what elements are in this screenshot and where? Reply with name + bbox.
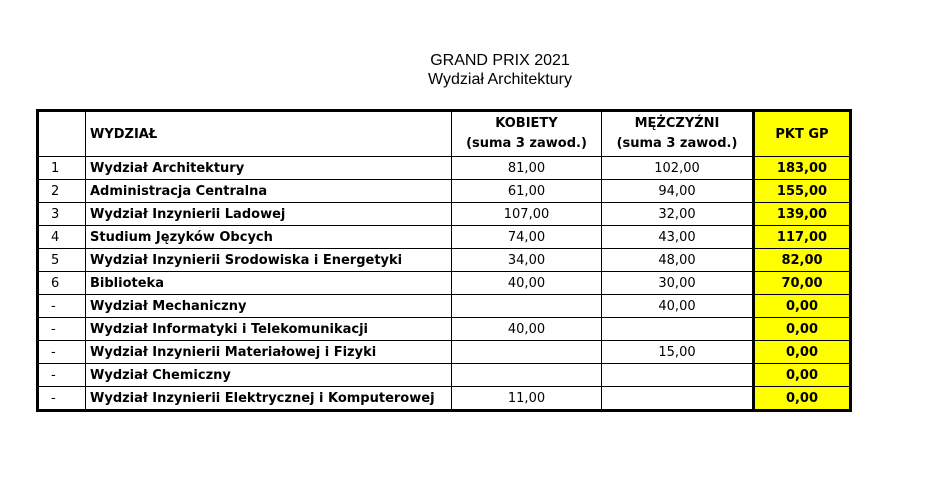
- cell-place: -: [38, 341, 86, 364]
- cell-faculty: Wydział Informatyki i Telekomunikacji: [86, 318, 452, 341]
- header-faculty: WYDZIAŁ: [86, 111, 452, 157]
- cell-women: 34,00: [452, 249, 602, 272]
- cell-place: 1: [38, 157, 86, 180]
- cell-faculty: Wydział Inzynierii Materiałowej i Fizyki: [86, 341, 452, 364]
- cell-men: 43,00: [602, 226, 754, 249]
- header-points: PKT GP: [754, 111, 851, 157]
- header-place: [38, 111, 86, 157]
- table-row: [38, 180, 851, 203]
- cell-place: 3: [38, 203, 86, 226]
- cell-place: -: [38, 387, 86, 411]
- cell-women: 74,00: [452, 226, 602, 249]
- table-row: [38, 203, 851, 226]
- header-men: [602, 111, 754, 157]
- cell-men: 48,00: [602, 249, 754, 272]
- table-row: [38, 157, 851, 180]
- cell-men: 102,00: [602, 157, 754, 180]
- cell-men: [602, 387, 754, 411]
- header-women-title: KOBIETY: [495, 116, 558, 131]
- cell-points: 82,00: [754, 249, 851, 272]
- cell-points: 70,00: [754, 272, 851, 295]
- header-women-subtitle: (suma 3 zawod.): [466, 136, 587, 151]
- cell-points: 117,00: [754, 226, 851, 249]
- header-women: [452, 111, 602, 157]
- cell-place: 4: [38, 226, 86, 249]
- cell-women: [452, 295, 602, 318]
- table-row: [38, 295, 851, 318]
- cell-men: [602, 318, 754, 341]
- cell-women: [452, 341, 602, 364]
- table-row: [38, 318, 851, 341]
- cell-place: -: [38, 318, 86, 341]
- cell-points: 0,00: [754, 364, 851, 387]
- cell-women: 40,00: [452, 318, 602, 341]
- table-row: [38, 272, 851, 295]
- cell-faculty: Wydział Inzynierii Srodowiska i Energetyki: [86, 249, 452, 272]
- cell-points: 139,00: [754, 203, 851, 226]
- cell-men: 30,00: [602, 272, 754, 295]
- header-men-subtitle: (suma 3 zawod.): [616, 136, 738, 151]
- table-row: [38, 364, 851, 387]
- cell-place: -: [38, 295, 86, 318]
- cell-faculty: Wydział Inzynierii Ladowej: [86, 203, 452, 226]
- header-men-title: MĘŻCZYŹNI: [634, 116, 720, 131]
- cell-women: 107,00: [452, 203, 602, 226]
- cell-place: 6: [38, 272, 86, 295]
- cell-women: 40,00: [452, 272, 602, 295]
- cell-points: 155,00: [754, 180, 851, 203]
- cell-women: 61,00: [452, 180, 602, 203]
- cell-points: 0,00: [754, 387, 851, 411]
- table-row: [38, 341, 851, 364]
- table-header-row: [38, 111, 851, 157]
- table-row: [38, 226, 851, 249]
- table-row: [38, 387, 851, 411]
- page-title: GRAND PRIX 2021: [430, 52, 570, 69]
- page-subtitle: Wydział Architektury: [428, 71, 572, 88]
- cell-points: 0,00: [754, 295, 851, 318]
- cell-men: 15,00: [602, 341, 754, 364]
- cell-men: 40,00: [602, 295, 754, 318]
- cell-faculty: Wydział Architektury: [86, 157, 452, 180]
- cell-points: 0,00: [754, 318, 851, 341]
- cell-men: 32,00: [602, 203, 754, 226]
- cell-place: 2: [38, 180, 86, 203]
- cell-women: [452, 364, 602, 387]
- cell-faculty: Wydział Chemiczny: [86, 364, 452, 387]
- cell-men: 94,00: [602, 180, 754, 203]
- cell-faculty: Biblioteka: [86, 272, 452, 295]
- cell-faculty: Wydział Mechaniczny: [86, 295, 452, 318]
- cell-women: 11,00: [452, 387, 602, 411]
- table-row: [38, 249, 851, 272]
- results-table: [36, 109, 852, 412]
- cell-points: 183,00: [754, 157, 851, 180]
- cell-women: 81,00: [452, 157, 602, 180]
- cell-faculty: Wydział Inzynierii Elektrycznej i Komputerowej: [86, 387, 452, 411]
- cell-faculty: Studium Języków Obcych: [86, 226, 452, 249]
- cell-points: 0,00: [754, 341, 851, 364]
- cell-place: -: [38, 364, 86, 387]
- cell-faculty: Administracja Centralna: [86, 180, 452, 203]
- cell-men: [602, 364, 754, 387]
- cell-place: 5: [38, 249, 86, 272]
